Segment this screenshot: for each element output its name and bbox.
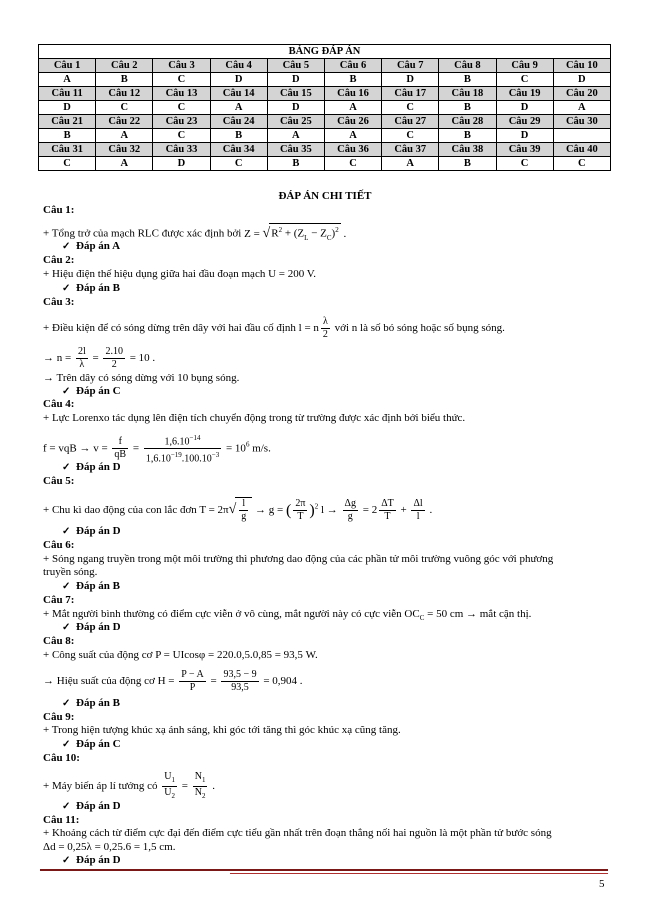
q8-label: Câu 8:	[43, 635, 75, 647]
check-icon: ✓	[62, 241, 71, 252]
question-number-cell: Câu 16	[324, 87, 381, 101]
question-number-cell: Câu 17	[382, 87, 439, 101]
q8-answer: ✓ Đáp án B	[62, 697, 121, 709]
q1-label: Câu 1:	[43, 204, 75, 216]
question-number-cell: Câu 14	[210, 87, 267, 101]
answer-cell: B	[439, 101, 496, 115]
q10-text: + Máy biến áp lí tưởng có $\frac{U_1}{U_2}$ = $\frac{N_1}{N_2}$ .	[43, 771, 215, 800]
answer-cell: D	[39, 101, 96, 115]
q1-formula: $Z = √R^2 + (Z_L - Z_C)^2$ .	[244, 228, 346, 240]
answer-table-answer-row	[39, 73, 611, 87]
q8-formula: → Hiệu suất của động cơ H = $\frac{P - A}{P}$ = $\frac{93,5 - 9}{93,5}$ = 0,904 .	[43, 669, 303, 693]
question-number-cell: Câu 36	[324, 143, 381, 157]
q11-text: + Khoảng cách từ điểm cực đại đến điểm cực tiểu gần nhất trên đoạn thẳng nối hai nguồn là một phần tử bước sóng	[43, 827, 552, 839]
question-number-cell: Câu 38	[439, 143, 496, 157]
q7-answer: ✓ Đáp án D	[62, 621, 121, 633]
answer-cell: B	[39, 129, 96, 143]
answer-cell: D	[267, 101, 324, 115]
check-icon: ✓	[62, 622, 71, 633]
answer-cell: A	[324, 129, 381, 143]
q7-text: + Mắt người bình thường có điểm cực viễn ở vô cùng, mắt người này có cực viễn $OC_C = 50$ cm → mắt cận thị.	[43, 608, 532, 623]
answer-table-question-row	[39, 115, 611, 129]
question-number-cell: Câu 24	[210, 115, 267, 129]
question-number-cell: Câu 15	[267, 87, 324, 101]
answer-table-title: BẢNG ĐÁP ÁN	[39, 45, 611, 59]
answer-cell: B	[210, 129, 267, 143]
q6-text2: truyền sóng.	[43, 566, 98, 578]
q9-answer: ✓ Đáp án C	[62, 738, 121, 750]
question-number-cell: Câu 26	[324, 115, 381, 129]
q10-answer: ✓ Đáp án D	[62, 800, 121, 812]
answer-table-answer-row	[39, 129, 611, 143]
page-number: 5	[599, 878, 605, 890]
question-number-cell: Câu 29	[496, 115, 553, 129]
q4-label: Câu 4:	[43, 398, 75, 410]
q3-label: Câu 3:	[43, 296, 75, 308]
q10-label: Câu 10:	[43, 752, 80, 764]
q3-answer: ✓ Đáp án C	[62, 385, 121, 397]
q9-label: Câu 9:	[43, 711, 75, 723]
question-number-cell: Câu 32	[96, 143, 153, 157]
question-number-cell: Câu 13	[153, 87, 210, 101]
question-number-cell: Câu 33	[153, 143, 210, 157]
q7-label: Câu 7:	[43, 594, 75, 606]
answer-table-question-row	[39, 143, 611, 157]
answer-cell	[553, 129, 610, 143]
question-number-cell: Câu 22	[96, 115, 153, 129]
q6-text: + Sóng ngang truyền trong một môi trường thì phương dao động của các phần tử môi trường vuông góc với phương	[43, 553, 554, 565]
q6-label: Câu 6:	[43, 539, 75, 551]
q5-text: + Chu kì dao động của con lắc đơn T = 2π√ $\frac{l}{g}$ → g = ( $\frac{2\pi}{T}$ )$^2$ l → $\frac{\Delta g}{g}$ = 2 $\frac{\Delta T}{T}$ + $\frac{\Delta l}{l}$ .	[43, 498, 433, 522]
question-number-cell: Câu 2	[96, 59, 153, 73]
answer-cell: D	[496, 101, 553, 115]
answer-cell: C	[382, 101, 439, 115]
answer-cell: D	[382, 73, 439, 87]
footer-divider	[40, 869, 608, 871]
answer-cell: C	[496, 73, 553, 87]
question-number-cell: Câu 23	[153, 115, 210, 129]
question-number-cell: Câu 7	[382, 59, 439, 73]
q1-text: + Tổng trở của mạch RLC được xác định bởi $Z = √R^2 + (Z_L - Z_C)^2$ .	[43, 223, 346, 245]
check-icon: ✓	[62, 698, 71, 709]
check-icon: ✓	[62, 526, 71, 537]
question-number-cell: Câu 4	[210, 59, 267, 73]
answer-cell: D	[553, 73, 610, 87]
answer-cell: D	[153, 157, 210, 171]
answer-cell: C	[153, 129, 210, 143]
answer-cell: B	[324, 73, 381, 87]
q2-text: + Hiệu điện thế hiệu dụng giữa hai đầu đoạn mạch U = 200 V.	[43, 268, 317, 280]
answer-cell: A	[39, 73, 96, 87]
question-number-cell: Câu 28	[439, 115, 496, 129]
q4-answer: ✓ Đáp án D	[62, 461, 121, 473]
answer-cell: C	[39, 157, 96, 171]
question-number-cell: Câu 27	[382, 115, 439, 129]
answer-cell: A	[210, 101, 267, 115]
answer-table-question-row	[39, 59, 611, 73]
question-number-cell: Câu 25	[267, 115, 324, 129]
answer-cell: B	[439, 129, 496, 143]
q3-formula: → n = $\frac{2l}{\lambda}$ = $\frac{2.10}{2}$ = 10 .	[43, 346, 156, 370]
question-number-cell: Câu 18	[439, 87, 496, 101]
question-number-cell: Câu 9	[496, 59, 553, 73]
answer-table-answer-row	[39, 157, 611, 171]
question-number-cell: Câu 21	[39, 115, 96, 129]
question-number-cell: Câu 3	[153, 59, 210, 73]
check-icon: ✓	[62, 739, 71, 750]
q5-label: Câu 5:	[43, 475, 75, 487]
detail-title: ĐÁP ÁN CHI TIẾT	[278, 190, 372, 202]
check-icon: ✓	[62, 801, 71, 812]
question-number-cell: Câu 31	[39, 143, 96, 157]
question-number-cell: Câu 11	[39, 87, 96, 101]
question-number-cell: Câu 20	[553, 87, 610, 101]
question-number-cell: Câu 6	[324, 59, 381, 73]
question-number-cell: Câu 12	[96, 87, 153, 101]
check-icon: ✓	[62, 462, 71, 473]
answer-cell: B	[439, 73, 496, 87]
q6-answer: ✓ Đáp án B	[62, 580, 121, 592]
answer-cell: A	[267, 129, 324, 143]
answer-cell: C	[96, 101, 153, 115]
answer-cell: D	[267, 73, 324, 87]
question-number-cell: Câu 8	[439, 59, 496, 73]
check-icon: ✓	[62, 855, 71, 866]
check-icon: ✓	[62, 581, 71, 592]
answer-cell: A	[382, 157, 439, 171]
question-number-cell: Câu 40	[553, 143, 610, 157]
answer-cell: A	[553, 101, 610, 115]
answer-cell: D	[496, 129, 553, 143]
q9-text: + Trong hiện tượng khúc xạ ánh sáng, khi góc tới tăng thì góc khúc xạ cũng tăng.	[43, 724, 401, 736]
q3-text: + Điều kiện để có sóng dừng trên dây với hai đầu cố định l = n $\frac{\lambda}{2}$ với n là số bó sóng hoặc số bụng sóng.	[43, 316, 505, 340]
footer-divider-accent	[230, 873, 608, 874]
check-icon: ✓	[62, 283, 71, 294]
q11-label: Câu 11:	[43, 814, 80, 826]
check-icon: ✓	[62, 386, 71, 397]
question-number-cell: Câu 34	[210, 143, 267, 157]
answer-cell: B	[96, 73, 153, 87]
q4-text: + Lực Lorenxo tác dụng lên điện tích chuyển động trong từ trường được xác định bởi biểu thức.	[43, 412, 466, 424]
answer-cell: C	[210, 157, 267, 171]
q11-text2: Δd = 0,25λ = 0,25.6 = 1,5 cm.	[43, 841, 176, 853]
q5-answer: ✓ Đáp án D	[62, 525, 121, 537]
question-number-cell: Câu 10	[553, 59, 610, 73]
answer-cell: C	[153, 101, 210, 115]
question-number-cell: Câu 39	[496, 143, 553, 157]
answer-table	[38, 44, 611, 171]
q2-label: Câu 2:	[43, 254, 75, 266]
answer-cell: A	[96, 157, 153, 171]
q3-text3: → Trên dây có sóng dừng với 10 bụng sóng.	[43, 372, 240, 384]
answer-cell: C	[496, 157, 553, 171]
q4-formula: f = vqB → v = $\frac{f}{qB}$ = $\frac{1,6.10^{-14}}{1,6.10^{-19}.100.10^{-3}}$ = $10^6$ m/s.	[43, 434, 271, 465]
answer-cell: C	[553, 157, 610, 171]
answer-table-answer-row	[39, 101, 611, 115]
answer-cell: C	[324, 157, 381, 171]
q2-answer: ✓ Đáp án B	[62, 282, 121, 294]
q1-answer: ✓ Đáp án A	[62, 240, 121, 252]
answer-cell: A	[324, 101, 381, 115]
question-number-cell: Câu 5	[267, 59, 324, 73]
question-number-cell: Câu 30	[553, 115, 610, 129]
answer-cell: B	[439, 157, 496, 171]
question-number-cell: Câu 37	[382, 143, 439, 157]
q11-answer: ✓ Đáp án D	[62, 854, 121, 866]
q8-text: + Công suất của động cơ P = UIcosφ = 220.0,5.0,85 = 93,5 W.	[43, 649, 318, 661]
answer-cell: D	[210, 73, 267, 87]
question-number-cell: Câu 19	[496, 87, 553, 101]
answer-cell: C	[153, 73, 210, 87]
answer-cell: C	[382, 129, 439, 143]
question-number-cell: Câu 35	[267, 143, 324, 157]
question-number-cell: Câu 1	[39, 59, 96, 73]
answer-cell: B	[267, 157, 324, 171]
answer-cell: A	[96, 129, 153, 143]
answer-table-question-row	[39, 87, 611, 101]
